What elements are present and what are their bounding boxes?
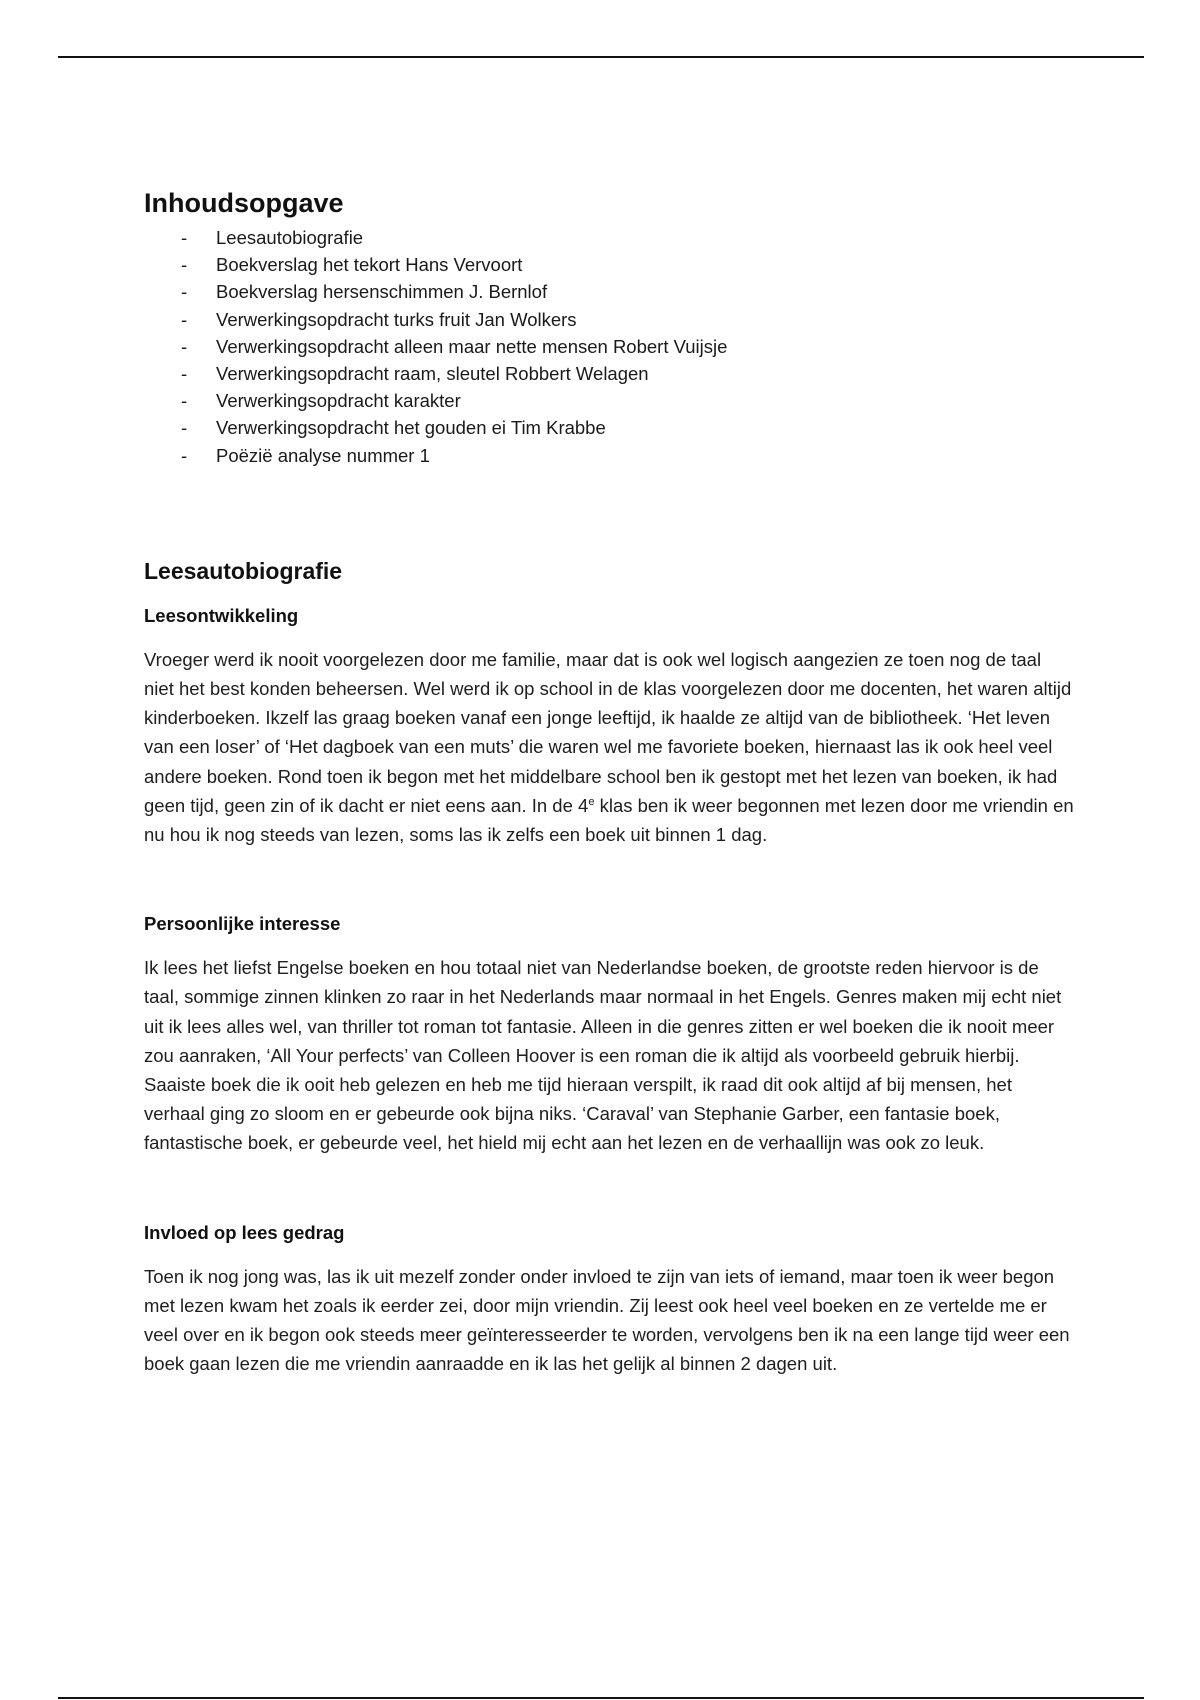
toc-item [144,414,1074,441]
toc-item [144,360,1074,387]
toc-bullet: - [181,308,188,330]
toc-bullet: - [181,390,188,412]
toc-bullet: - [181,227,188,248]
toc-bullet: - [181,444,188,466]
toc-item [144,387,1074,414]
toc-bullet: - [181,254,188,276]
document-body [144,182,1074,1378]
subheading-leesontwikkeling: Leesontwikkeling [144,604,299,626]
toc-item-label: Poëzië analyse nummer 1 [216,444,430,466]
paragraph-text: Vroeger werd ik nooit voorgelezen door me familie, maar dat is ook wel logisch aangezien ze toen nog de taal niet het best konden beheersen. Wel werd ik op school in de klas voorgelezen door me docenten, het waren altijd kinderboeken. Ikzelf las graag boeken vanaf een jonge leeftijd, ik haalde ze altijd van de bibliotheek. ‘Het leven van een loser’ of ‘Het dagboek van een muts’ die waren wel me favoriete boeken, hiernaast las ik ook heel veel andere boeken. Rond toen ik begon met het middelbare school ben ik gestopt met het lezen van boeken, ik had geen tijd, geen zin of ik dacht er niet eens aan. In de 4 [144,648,1072,816]
paragraph-invloed: Toen ik nog jong was, las ik uit mezelf zonder onder invloed te zijn van iets of iemand, maar toen ik weer begon met lezen kwam het zoals ik eerder zei, door mijn vriendin. Zij leest ook heel veel boeken en ze vertelde me er veel over en ik begon ook steeds meer geïnteresseerder te worden, vervolgens ben ik na een lange tijd weer een boek gaan lezen die me vriendin aanraadde en ik las het gelijk al binnen 2 dagen uit. [144,1265,1070,1375]
toc-item [144,306,1074,333]
paragraph-persoonlijke-interesse: Ik lees het liefst Engelse boeken en hou totaal niet van Nederlandse boeken, de grootste reden hiervoor is de taal, sommige zinnen klinken zo raar in het Nederlands maar normaal in het Engels. Genres maken mij echt niet uit ik lees alles wel, van thriller tot roman tot fantasie. Alleen in die genres zitten er wel boeken die ik nooit meer zou aanraken, ‘All Your perfects’ van Colleen Hoover is een roman die ik altijd als voorbeeld gebruik hierbij. Saaiste boek die ik ooit heb gelezen en heb me tijd hieraan verspilt, ik raad dit ook altijd af bij mensen, het verhaal ging zo sloom en er gebeurde ook bijna niks. ‘Caraval’ van Stephanie Garber, een fantasie boek, fantastische boek, er gebeurde veel, het hield mij echt aan het lezen en de verhaallijn was ook zo leuk. [144,957,1062,1154]
subheading-persoonlijke-interesse: Persoonlijke interesse [144,913,341,935]
toc-item [144,251,1074,278]
toc-item-label: Verwerkingsopdracht karakter [216,390,461,412]
toc-item [144,278,1074,305]
toc-item [144,333,1074,360]
header-rule [58,56,1144,58]
toc-bullet: - [181,335,188,357]
superscript: e [588,795,595,808]
toc-item-label: Verwerkingsopdracht het gouden ei Tim Krabbe [216,417,606,439]
toc-item-label: Leesautobiografie [216,227,364,248]
toc-item [144,442,1074,469]
subheading-invloed: Invloed op lees gedrag [144,1221,345,1243]
toc-bullet: - [181,281,188,303]
toc-item-label: Verwerkingsopdracht alleen maar nette mensen Robert Vuijsje [216,335,728,357]
toc-bullet: - [181,417,188,439]
paragraph-text: klas ben ik weer begonnen met lezen door me vriendin en nu hou ik nog steeds van lezen, soms las ik zelfs een boek uit binnen 1 dag. [144,794,1074,846]
toc-title: Inhoudsopgave [144,188,344,218]
section-title: Leesautobiografie [144,557,343,584]
toc-item-label: Verwerkingsopdracht turks fruit Jan Wolkers [216,308,577,330]
paragraph-leesontwikkeling [144,645,1074,849]
toc-item-label: Verwerkingsopdracht raam, sleutel Robbert Welagen [216,363,649,385]
toc-item [144,224,1074,251]
toc-item-label: Boekverslag hersenschimmen J. Bernlof [216,281,548,303]
toc-bullet: - [181,363,188,385]
footer-rule [58,1697,1144,1699]
toc-item-label: Boekverslag het tekort Hans Vervoort [216,254,523,276]
toc-list [144,224,1074,469]
